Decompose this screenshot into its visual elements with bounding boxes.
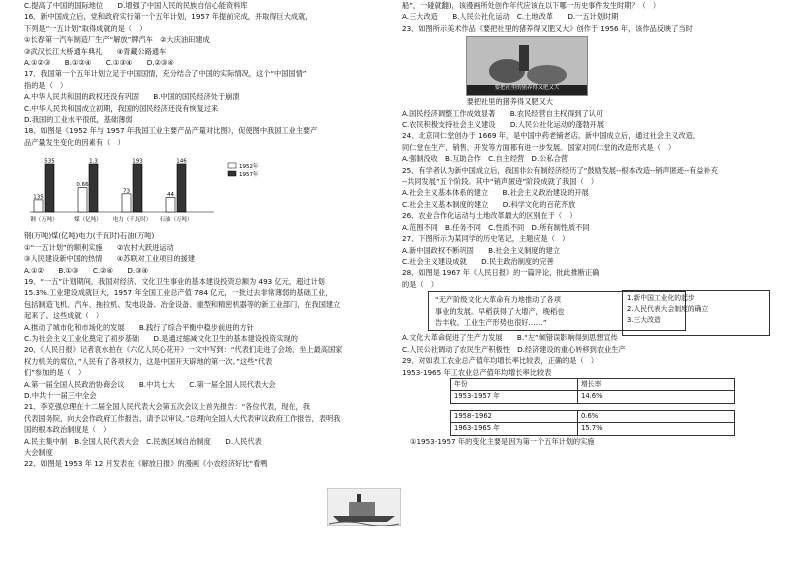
text-line: 起来了。这些成就（ ） <box>24 311 104 321</box>
text-line: 的是（ ） <box>402 279 438 289</box>
text-line: C.为社会主义工业化奠定了初步基础 D.是通过缩减文化卫生的基本建设投资实现的 <box>24 333 298 343</box>
text-line: 25、有学者认为新中国成立后，我国非公有制经济经历了“鼓励发展--根本改造--销声匿迹--有益补充 <box>402 165 718 175</box>
text-line: A.①②③ B.①②④ C.①③④ D.②③④ <box>24 58 174 68</box>
text-line: ①长春第一汽车制造厂生产“解放”牌汽车 ②大庆油田建成 <box>24 35 210 45</box>
text-line: D.中共十一届三中全会 <box>24 390 97 400</box>
text-line: C.提高了中国的国际地位 D.增强了中国人民的民族自信心能资料库 <box>24 1 248 10</box>
text-line: A.第一届全国人民政治协商会议 B.中共七大 C.第一届全国人民代表大会 <box>24 379 276 389</box>
text-line: C.中华人民共和国成立初期，我国的国民经济还没有恢复过来 <box>24 103 219 113</box>
bar-1957 <box>89 164 98 212</box>
text-line: ③武汉长江大桥通车典礼 ④青藏公路通车 <box>24 46 167 56</box>
text-line: ①“一五计划”的顺利实施 ②农村大跃进运动 <box>24 242 174 252</box>
text-line: 26、农业合作化运动与土地改革最大的区别在于（ ） <box>402 211 577 221</box>
text-line: C.农民积极支持社会主义建设 D.人民公社化运动的蓬勃开展 <box>402 120 605 130</box>
text-line: 同仁堂在生产、销售、开发等方面都有进一步发展。国家对同仁堂的改造形式是（ ） <box>402 142 676 152</box>
table-cell: 14.6% <box>578 391 735 403</box>
text-line: 权力机关的席位，”人民有了各项权力，这是中国开天辟地的第一次。”这些“代表 <box>24 356 273 366</box>
table-cell: 1953-1957 年 <box>451 391 578 403</box>
bar-1952 <box>78 188 87 212</box>
text-line: 大会制度 <box>24 448 53 457</box>
table-header: 年份 <box>451 378 578 390</box>
text-line: 品产量发生变化的因素有（ ） <box>24 137 125 147</box>
text-line: A.文化大革命促进了生产力发展 B.“左”倾错误影响得到思想宣传 <box>402 333 618 343</box>
data-label: 73 <box>123 188 130 195</box>
legend-label: 1952年 <box>239 164 259 171</box>
left-column <box>24 0 390 470</box>
bar-1952 <box>122 194 131 212</box>
poster-caption: 要把社里的猪养得又肥又大 <box>494 84 560 91</box>
text-line: 下列是“一五计划”取得成就的是（ ） <box>24 23 147 33</box>
text-line: ③人民建设新中国的热情 ④苏联对工业项目的援建 <box>24 254 196 264</box>
text-line: C.社会主义基本制度的建立 D.科学文化的百花齐放 <box>402 199 576 209</box>
text-line: A.三大改造 B.人民公社化运动 C.土地改革 D.一五计划时期 <box>402 12 619 22</box>
text-line: A.推动了城市化和市场化的发展 B.践行了综合平衡中稳步前进的方针 <box>24 322 254 332</box>
right-lines-after-quote <box>402 332 774 378</box>
poster-image <box>466 36 588 96</box>
text-line: 国的根本政治制度是（ ） <box>24 425 111 435</box>
text-line: 包括制造飞机、汽车、拖拉机、发电设备、冶金设备、重型和精密机器等的新工业部门，在我国建立 <box>24 299 341 309</box>
text-line: A.强制没收 B.互助合作 C.自主经营 D.公私合营 <box>402 154 568 164</box>
text-line: 22、如图是 1953 年 12 月发表在《解放日报》的漫画《小农经济好比“看鸭 <box>24 459 268 469</box>
text-line: 29、对如表工农业总产值年均增长率比较表，正确的是（ ） <box>402 356 599 366</box>
text-line: 21、李克强总理在十二届全国人民代表大会第五次会议上首先报告：“各位代表，现在，我 <box>24 402 310 412</box>
text-line: 指的是（ ） <box>24 80 68 90</box>
category-label: 电力（千瓦时） <box>112 217 152 224</box>
bar-1957 <box>45 164 54 212</box>
text-line: 钢(万吨)煤(亿吨)电力(千瓦时)石油(万吨) <box>24 231 155 241</box>
text-line: 船”，一碰就翻)，该漫画所处创作年代应该在以下哪一历史事件发生时期？（ ） <box>402 1 661 10</box>
category-label: 石油（万吨） <box>159 217 193 224</box>
growth-table <box>450 378 735 436</box>
table-cell: 0.6% <box>578 410 735 422</box>
text-line: A.民主集中制 B.全国人民代表大会 C.民族区域自治制度 D.人民代表 <box>24 436 262 446</box>
table-row <box>451 391 735 403</box>
data-label: 44 <box>167 192 174 199</box>
text-line: 1.新中国工业化的起步 <box>627 294 695 302</box>
text-line: 事业的发展。早稻获得了大增产，晚稻也 <box>435 306 565 316</box>
data-label: 193 <box>132 158 143 165</box>
text-line: 18、如图是《1952 年与 1957 年我国工业主要产品产量对比图》，促使图中我国工业主要产 <box>24 126 318 136</box>
left-lines-top <box>24 0 390 148</box>
data-label: 0.66 <box>76 182 89 189</box>
data-label: 535 <box>44 158 55 165</box>
text-line: A.社会主义基本体系的建立 B.社会主义政治建设的开展 <box>402 188 589 198</box>
text-line: 20、《人民日报》记者袁水拍在《六亿人民心花开》一文中写到：“代表们走进了会场，坐上最高国家 <box>24 345 343 355</box>
data-label: 1.3 <box>89 158 98 165</box>
text-line: 代表国务院，向大会作政府工作报告，请予以审议。”总理向全国人大代表审议政府工作报告，表明我 <box>24 413 341 423</box>
text-line: A.①② B.①③ C.②④ D.③④ <box>24 265 149 275</box>
chart-svg <box>28 150 278 228</box>
table-row <box>451 403 735 410</box>
legend-swatch <box>228 171 236 176</box>
text-line: --共同发展”五个阶段。其中“销声匿迹”阶段成就了我国（ ） <box>402 177 599 187</box>
text-line: 23、如图所示美术作品《要把社里的猪养得又肥又大》创作于 1956 年，该作品反映了当时 <box>402 23 693 33</box>
history-notes-box <box>622 290 770 336</box>
text-line: 1953-1965 年工农业总产值年均增长率比较表 <box>402 367 552 377</box>
table-header: 增长率 <box>578 378 735 390</box>
table-header-row <box>451 378 735 390</box>
bar-1957 <box>133 164 142 212</box>
text-line: D.我国的工业水平很低，基础薄弱 <box>24 115 133 125</box>
text-line: A.范围不同 B.任务不同 C.性质不同 D.所有制性质不同 <box>402 222 590 232</box>
text-line: 17、我国第一个五年计划立足于中国国情，充分结合了中国的实际情况，这个“中国国情” <box>24 69 307 79</box>
text-line: 们”参加的是（ ） <box>24 368 86 378</box>
text-line: 3.三大改造 <box>627 316 661 324</box>
production-bar-chart <box>28 150 278 228</box>
table-cell: 1963-1965 年 <box>451 423 578 435</box>
legend-label: 1957年 <box>239 172 259 179</box>
table-row <box>451 410 735 422</box>
text-line: A.新中国政权不断巩固 B.社会主义制度的建立 <box>402 245 561 255</box>
category-label: 煤（亿吨） <box>74 217 102 224</box>
legend-swatch <box>228 163 236 168</box>
bar-1952 <box>34 200 43 212</box>
text-line: 15.3%.工业建设成就巨大，1957 年全国工业总产值 784 亿元，一批过去非常薄弱的基础工业， <box>24 288 333 298</box>
right-lines-mid <box>402 96 774 290</box>
text-line: 要把社里的猪养得又肥又大 <box>402 97 553 107</box>
cartoon-image <box>327 488 401 526</box>
text-line: 告丰收。工业生产形势也很好……” <box>435 317 547 327</box>
text-line: A.国民经济调整工作成效显著 B.农民经营自主权得到了认可 <box>402 108 604 118</box>
data-label: 146 <box>176 158 187 165</box>
table-cell: 1958–1962 <box>451 410 578 422</box>
category-label: 钢（万吨） <box>30 217 58 224</box>
right-lines-top <box>402 0 774 34</box>
bar-1952 <box>166 198 175 212</box>
text-line: 27、下图所示为某同学的历史笔记，主题应是（ ） <box>402 234 570 244</box>
text-line: 28、如图是 1967 年《人民日报》的一篇评论，批此推断正确 <box>402 268 600 278</box>
last-line: ①1953-1957 年的变化主要是因为第一个五年计划的实施 <box>410 436 595 446</box>
text-line: 2.人民代表大会制度的确立 <box>627 305 709 313</box>
left-lines-bottom <box>24 230 390 470</box>
data-label: 135 <box>33 194 44 201</box>
bar-1957 <box>177 164 186 212</box>
text-line: 19、“一五”计划期间，我国对经济、文化卫生事业的基本建设投资总额为 493 亿元，超过计划 <box>24 276 325 286</box>
table-cell: 15.7% <box>578 423 735 435</box>
text-line: 16、新中国成立后，党和政府实行第一个五年计划，1957 年提前完成，并取得巨大成就， <box>24 12 313 22</box>
table-row <box>451 423 735 435</box>
right-column <box>402 0 774 447</box>
text-line: A.中华人民共和国的政权还没有巩固 B.中国的国民经济处于崩溃 <box>24 92 240 102</box>
text-line: “无产阶级文化大革命有力地推动了各项 <box>435 295 561 305</box>
text-line: C.社会主义建设成就 D.民主政治制度的完善 <box>402 256 554 266</box>
text-line: C.人民公社调动了农民生产积极性 D.经济建设的重心转移到农业生产 <box>402 344 626 354</box>
text-line: 24、北京同仁堂创办于 1669 年，是中国中药老铺老店。新中国成立后，通过社会主义改造， <box>402 131 700 141</box>
